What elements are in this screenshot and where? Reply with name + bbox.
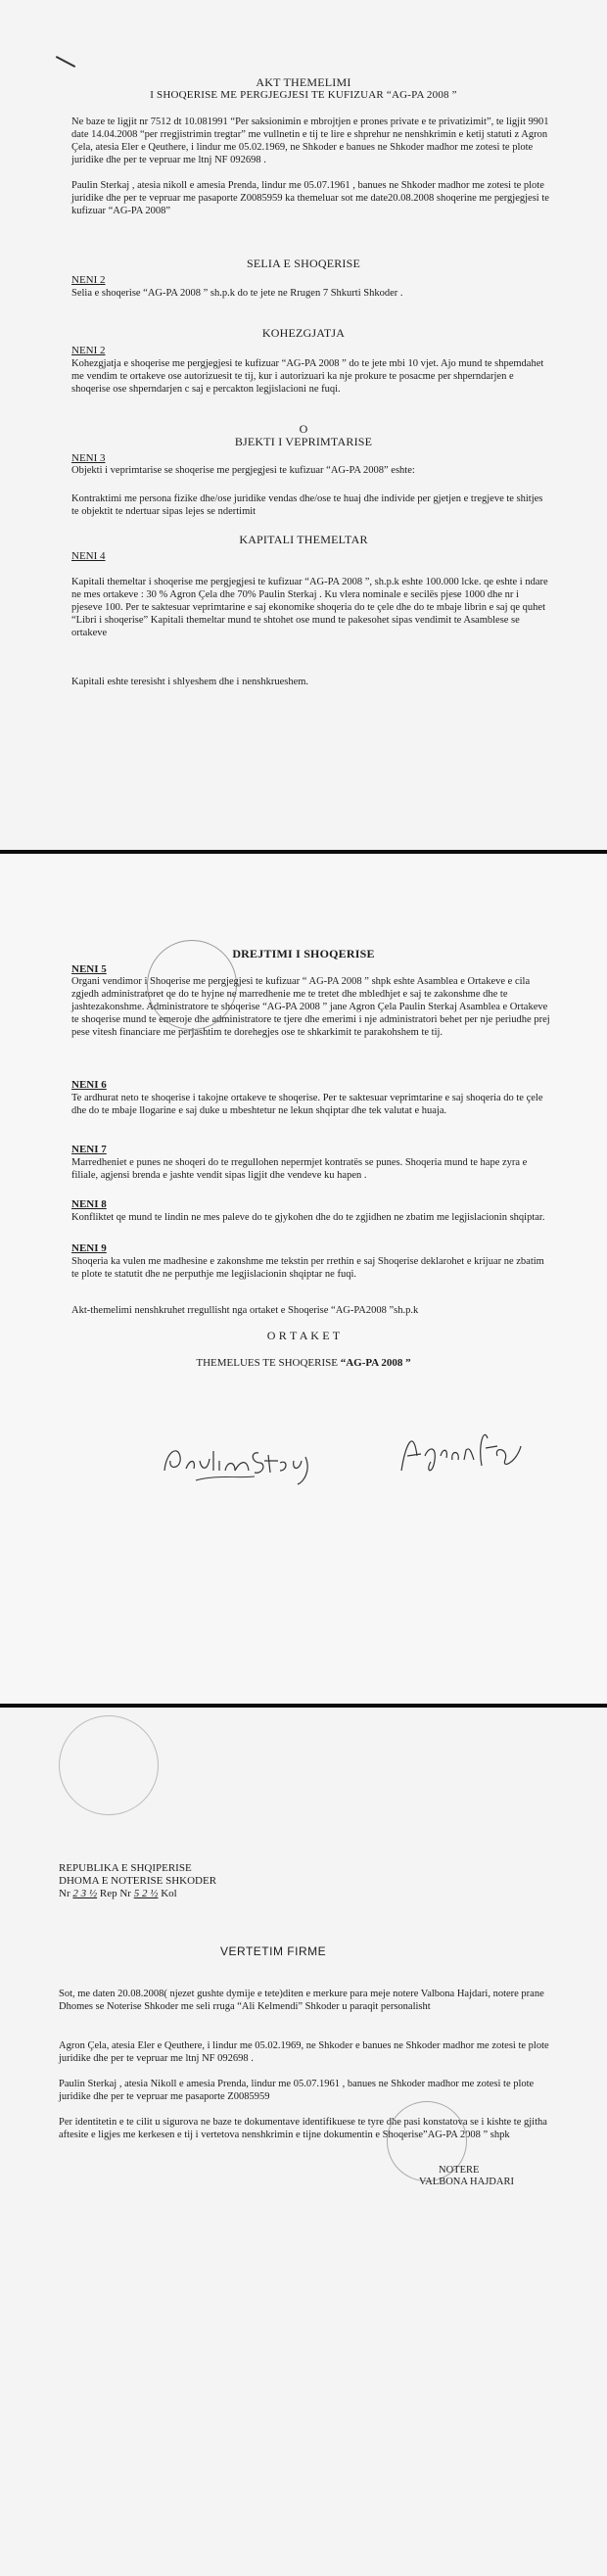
article-text: Organi vendimor i Shoqerise me pergjegjesi te kufizuar “ AG-PA 2008 ” shpk eshte Asamblea e Ortakeve e cila zgjedh administratoret qe do te hyjne ne marredhenie me te tretet dhe mbledhjet e saj te zakonshme dhe te jashtezakonshme. Administratore te shoqerise “AG-PA 2008 ” jane Agron Çela Paulin Sterkaj Asamblea e Ortakeve te shoqerise mund te emeroje dhe administratore te tjere dhe emerimi i nje administratori behet per nje periudhe prej pese vitesh financiare me perjashtim te dorehegjes ose te shkarkimit te parakohshem te tij. (71, 976, 550, 1038)
rep-value: 5 2 ½ (133, 1888, 159, 1899)
certification-heading: VERTETIM FIRME (220, 1944, 327, 1958)
article-text: Kohezgjatja e shoqerise me pergjegjesi te kufizuar “AG-PA 2008 ” do te jete mbi 10 vjet. Ajo mund te shpemdahet me vendim te ortakeve ose autorizuesit te tij, kur i autorizuari ka nje prokure te posacme per shperndarjen e shoqerise ose shperndarjen c saj e percakton legjislacioni ne fuqi. (71, 358, 544, 395)
record-number-line (59, 1888, 177, 1900)
article-heading: NENI 9 (71, 1242, 107, 1254)
certification-text: Per identitetin e te cilit u sigurova ne baze te dokumentave identifikuese te tyre dhe pasi konstatova se i kishte te gjitha aftesite e ligjes me kerkesen e tij i vertetova nenshkrimin e tijne dokumentin e Shoqerise”AG-PA 2008 ” shpk (59, 2117, 547, 2140)
rep-label: Rep Nr (99, 1888, 131, 1899)
certification-text: Paulin Sterkaj , atesia Nikoll e amesia Prenda, lindur me 05.07.1961 , banues ne Shkoder madhor me zotesi te plote juridike dhe per te vepruar me pasaporte Z0085959 (59, 2079, 535, 2102)
notary-name: VALBONA HAJDARI (419, 2177, 514, 2187)
section-heading-seat: SELIA E SHOQERISE (246, 257, 361, 270)
company-name: “AG-PA 2008 ” (340, 1357, 411, 1369)
intro-paragraph-2: Paulin Sterkaj , atesia nikoll e amesia Prenda, lindur me 05.07.1961 , banues ne Shkoder madhor me zotesi te plote juridike dhe per te vepruar me pasaporte Z0085959 ka themeluar sot me date20.08.2008 shoqerine me pergjegjesi te kufizuar “AG-PA 2008” (71, 180, 549, 216)
signature-paulin-sterkaj (157, 1431, 323, 1490)
closing-statement: Akt-themelimi nenshkruhet rregullisht nga ortaket e Shoqerise “AG-PA2008 ”sh.p.k (71, 1305, 419, 1316)
certification-text: Agron Çela, atesia Eler e Qeuthere, i lindur me 05.02.1969, ne Shkoder e banues ne Shkoder madhor me zotesi te plote juridike dhe per te vepruar me ltnj NF 092698 . (59, 2040, 549, 2064)
number-label: Nr (59, 1888, 70, 1899)
article-heading: NENI 3 (71, 452, 106, 464)
article-heading: NENI 6 (71, 1079, 107, 1091)
act-subtitle: I SHOQERISE ME PERGJEGJESI TE KUFIZUAR “AG-PA 2008 ” (150, 89, 457, 101)
section-heading-object: BJEKTI I VEPRIMTARISE (234, 435, 373, 448)
act-title: AKT THEMELIMI (256, 75, 351, 89)
stamp-impression (59, 1715, 159, 1815)
notary-label: NOTERE (439, 2165, 480, 2176)
section-heading-o: O (299, 422, 308, 436)
article-text: Konfliktet qe mund te lindin ne mes paleve do te gjykohen dhe do te zgjidhen ne zbatim me legjislacionin shqiptar. (71, 1212, 545, 1223)
article-heading: NENI 2 (71, 345, 106, 356)
article-text: Kontraktimi me persona fizike dhe/ose juridike vendas dhe/ose te huaj dhe individe per gjetjen e tregjeve te shitjes te objektit te ndertuar sipas lejes se ndertimit (71, 493, 543, 517)
section-heading-duration: KOHEZGJATJA (261, 326, 346, 340)
article-text: Marredheniet e punes ne shoqeri do te rregullohen nepermjet kontratës se punes. Shoqeria mund te hape zyra e filiale, agjensi brenda e jashte vendit sipas ligjit dhe vendeve ku hapen . (71, 1157, 528, 1181)
number-value: 2 3 ½ (72, 1888, 98, 1899)
article-text: Te ardhurat neto te shoqerise i takojne ortakeve te shoqerise. Per te saktesuar veprimtarine e saj shoqeria do te çele dhe do te mbaje llogarine e saj duke u mbeshtetur ne lekun shqiptar dhe tek valutat e huaja. (71, 1093, 543, 1116)
article-heading: NENI 5 (71, 963, 107, 975)
section-heading-management: DREJTIMI I SHOQERISE (232, 947, 375, 960)
founders-line (0, 1357, 607, 1370)
notary-chamber: DHOMA E NOTERISE SHKODER (59, 1875, 217, 1887)
partners-heading: O R T A K E T (266, 1329, 341, 1342)
document-page-2 (0, 854, 607, 1708)
document-page-3 (0, 1708, 607, 2576)
article-text: Selia e shoqerise “AG-PA 2008 ” sh.p.k do te jete ne Rrugen 7 Shkurti Shkoder . (71, 288, 403, 299)
article-heading: NENI 8 (71, 1198, 107, 1210)
kol-label: Kol (161, 1888, 177, 1899)
republic-line: REPUBLIKA E SHQIPERISE (59, 1862, 192, 1874)
signature-agron-cela (392, 1417, 538, 1485)
certification-text: Sot, me daten 20.08.2008( njezet gushte dymije e tete)diten e merkure para meje notere Valbona Hajdari, notere prane Dhomes se Noterise Shkoder me seli rruga “Ali Kelmendi” Shkoder u paraqit personalisht (59, 1989, 544, 2012)
article-text: Kapitali eshte teresisht i shlyeshem dhe i nenshkrueshem. (71, 677, 309, 687)
article-text: Kapitali themeltar i shoqerise me pergjegjesi te kufizuar “AG-PA 2008 ”, sh.p.k eshte 100.000 lcke. qe eshte i ndare ne mes ortakeve : 30 % Agron Çela dhe 70% Paulin Sterkaj . Ku vlera nominale e secilës pjese 1000 dhe nr i pjeseve 100. Per te saktesuar veprimtarine e saj ekonomike shoqeria do te çele dhe do te mbaje librin e saj qe quhet “Libri i shoqerise” Kapitali themeltar mund te shtohet ose mund te pakesohet sipas vendimit te Asamblese se ortakeve (71, 577, 548, 638)
document-page-1 (0, 0, 607, 854)
section-heading-capital: KAPITALI THEMELTAR (239, 533, 368, 546)
article-heading: NENI 2 (71, 274, 106, 286)
article-heading: NENI 7 (71, 1144, 107, 1155)
pen-mark (56, 56, 75, 68)
article-text: Shoqeria ka vulen me madhesine e zakonshme me tekstin per rrethin e saj Shoqerise deklarohet e krijuar ne zbatim te plote te statutit dhe ne perputhje me legjislacionin shqiptar ne fuqi. (71, 1256, 544, 1280)
article-heading: NENI 4 (71, 550, 106, 562)
founders-prefix: THEMELUES TE SHOQERISE (196, 1357, 338, 1369)
intro-paragraph: Ne baze te ligjit nr 7512 dt 10.081991 “Per saksionimin e mbrojtjen e prones private e te privatizimit”, te ligjit 9901 date 14.04.2008 “per rregjistrimin tregtar” me vullnetin e tij te lire e shprehur ne nenshkrimin e ketij statuti z Agron Çela, atesia Eler e Qeuthere, i lindur me 05.02.1969, ne Shkoder e banues ne Shkoder madhor me zotesi te plote juridike dhe per te vepruar me ltnj NF 092698 . (71, 117, 549, 165)
article-text: Objekti i veprimtarise se shoqerise me pergjegjesi te kufizuar “AG-PA 2008” eshte: (71, 465, 415, 476)
